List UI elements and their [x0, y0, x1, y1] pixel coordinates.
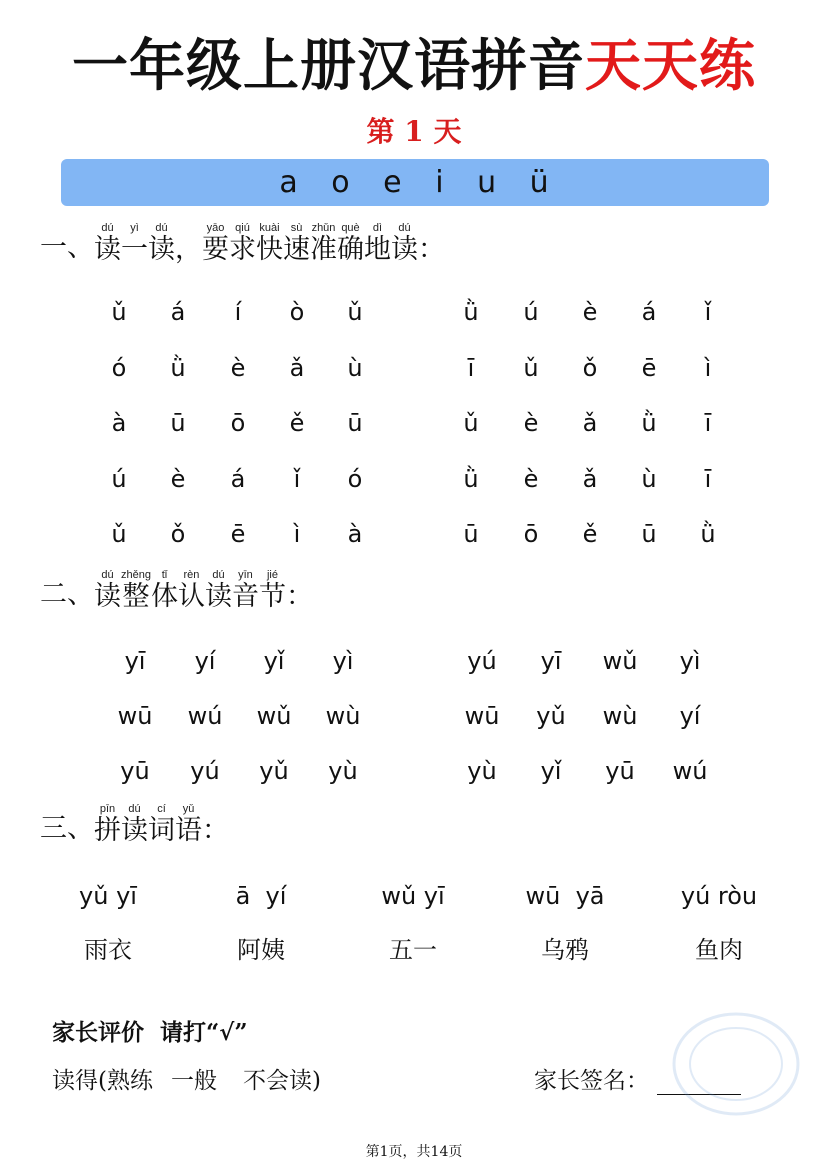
- tone-vowel: ú: [111, 465, 127, 493]
- heading-char: [150, 569, 178, 612]
- whole-syllable: yǔ: [259, 757, 289, 785]
- heading-char-base: 拼: [94, 815, 121, 846]
- whole-syllable: yī: [124, 647, 146, 675]
- heading-char: [391, 222, 418, 265]
- tone-vowel: ì: [293, 520, 301, 548]
- word-chinese: 阿姨: [237, 936, 285, 964]
- whole-syllable: wú: [187, 702, 223, 730]
- heading-char: [258, 569, 286, 612]
- word-chinese: 五一: [389, 936, 437, 964]
- heading-pinyin: dú: [94, 569, 121, 581]
- section-number: 一、: [40, 232, 94, 263]
- whole-syllable: wǔ: [256, 702, 292, 730]
- heading-char: [364, 222, 391, 265]
- whole-syllable: yì: [332, 647, 354, 675]
- whole-syllable: yí: [679, 702, 701, 730]
- heading-char-base: 读: [391, 234, 418, 265]
- tone-vowel: ě: [582, 520, 598, 548]
- heading-pinyin: dú: [391, 222, 418, 234]
- parent-evaluation-title: [52, 1014, 264, 1047]
- tone-vowel: è: [230, 354, 246, 382]
- tone-vowel: ú: [523, 298, 539, 326]
- heading-char: [256, 222, 283, 265]
- heading-char: [94, 569, 121, 612]
- tone-vowel: ǐ: [293, 465, 301, 493]
- tone-vowel: ǜ: [463, 298, 479, 326]
- word-pinyin: wǔ yī: [381, 882, 445, 910]
- heading-char: [148, 803, 175, 846]
- heading-pinyin: tǐ: [150, 569, 178, 581]
- tone-vowel: ī: [704, 465, 712, 493]
- page-title: [0, 30, 828, 102]
- section-3-heading: [40, 803, 229, 865]
- whole-syllable: yǐ: [540, 757, 562, 785]
- heading-char: [202, 815, 229, 846]
- heading-pinyin: yì: [121, 222, 148, 234]
- tone-vowel: ī: [467, 354, 475, 382]
- heading-char: [121, 803, 148, 846]
- heading-char-base: 体: [150, 581, 178, 612]
- tone-vowel: ō: [523, 520, 539, 548]
- heading-pinyin: zhǔn: [310, 222, 337, 234]
- day-label: 第 1 天: [366, 115, 462, 148]
- heading-char: [231, 569, 259, 612]
- heading-char-base: 一: [121, 234, 148, 265]
- heading-char-base: ：: [418, 234, 445, 265]
- tone-vowel: ì: [704, 354, 712, 382]
- heading-pinyin: sù: [283, 222, 310, 234]
- tone-vowel: ó: [347, 465, 363, 493]
- tone-vowel: ǔ: [463, 409, 479, 437]
- tone-vowel: è: [170, 465, 186, 493]
- tone-vowel: ū: [347, 409, 363, 437]
- heading-char: [94, 803, 121, 846]
- heading-char-base: 要: [202, 234, 229, 265]
- heading-char-base: 准: [310, 234, 337, 265]
- tone-vowel: ǔ: [111, 298, 127, 326]
- heading-pinyin: kuài: [256, 222, 283, 234]
- heading-char: [148, 222, 175, 265]
- heading-char-base: 读: [204, 581, 232, 612]
- heading-pinyin: rèn: [177, 569, 205, 581]
- tone-vowel: í: [234, 298, 242, 326]
- title-main: 一年级上册汉语拼音: [72, 33, 585, 99]
- heading-char: [121, 222, 148, 265]
- heading-char-base: 快: [256, 234, 283, 265]
- whole-syllable: yǐ: [263, 647, 285, 675]
- parent-title-a: 家长评价: [52, 1019, 144, 1046]
- heading-char-base: 词: [148, 815, 175, 846]
- heading-char-base: 音: [231, 581, 259, 612]
- banner-letter: i: [435, 165, 446, 200]
- heading-pinyin: jié: [258, 569, 286, 581]
- whole-syllable: yī: [540, 647, 562, 675]
- tone-vowel: ū: [463, 520, 479, 548]
- signature-label: 家长签名：: [534, 1068, 649, 1094]
- heading-char-base: 读: [94, 234, 121, 265]
- tone-vowel: ǔ: [347, 298, 363, 326]
- tone-vowel: ù: [347, 354, 363, 382]
- whole-syllable: yú: [467, 647, 497, 675]
- heading-char-base: 地: [364, 234, 391, 265]
- tone-vowel: ī: [704, 409, 712, 437]
- heading-char: [177, 569, 205, 612]
- tone-vowel: ǔ: [523, 354, 539, 382]
- title-accent: 天天练: [585, 33, 756, 99]
- heading-pinyin: yīn: [231, 569, 259, 581]
- word-chinese: 鱼肉: [695, 936, 743, 964]
- tone-vowel: ó: [111, 354, 127, 382]
- heading-char: [283, 222, 310, 265]
- tone-vowel: ǎ: [582, 409, 598, 437]
- heading-char-base: 认: [177, 581, 205, 612]
- tone-vowel: è: [523, 465, 539, 493]
- heading-char: [229, 222, 256, 265]
- tone-vowel: ù: [641, 465, 657, 493]
- heading-pinyin: dú: [121, 803, 148, 815]
- heading-char-base: ，: [175, 234, 202, 265]
- heading-char-base: ：: [202, 815, 229, 846]
- parent-title-b: 请打“√”: [160, 1019, 248, 1046]
- tone-vowel: ǎ: [582, 465, 598, 493]
- banner-letter: e: [383, 165, 404, 200]
- heading-pinyin: dú: [148, 222, 175, 234]
- tone-vowel: à: [111, 409, 127, 437]
- tone-vowel: ū: [170, 409, 186, 437]
- heading-char-base: 求: [229, 234, 256, 265]
- heading-char-base: 读: [121, 815, 148, 846]
- section-number: 三、: [40, 813, 94, 844]
- vowel-banner: [61, 159, 769, 206]
- heading-pinyin: dì: [364, 222, 391, 234]
- eval-option-average: 一般: [170, 1068, 217, 1094]
- word-pinyin: yǔ yī: [79, 882, 137, 910]
- section-1-heading: [40, 222, 445, 284]
- whole-syllable: yū: [120, 757, 150, 785]
- tone-vowel: ū: [641, 520, 657, 548]
- tone-vowel: è: [582, 298, 598, 326]
- word-pinyin: wū yā: [525, 882, 605, 910]
- whole-syllable: wù: [325, 702, 361, 730]
- whole-syllable: wù: [602, 702, 638, 730]
- tone-vowel: à: [347, 520, 363, 548]
- heading-char: [310, 222, 337, 265]
- heading-char-base: 整: [121, 581, 151, 612]
- heading-pinyin: pīn: [94, 803, 121, 815]
- whole-syllable: wū: [464, 702, 500, 730]
- tone-vowel: ǜ: [700, 520, 716, 548]
- word-chinese: 雨衣: [84, 936, 132, 964]
- banner-letter: a: [279, 165, 300, 200]
- heading-pinyin: yāo: [202, 222, 229, 234]
- eval-option-cannot: 不会读): [242, 1068, 321, 1094]
- heading-char: [337, 222, 364, 265]
- banner-letter: o: [331, 165, 352, 200]
- watermark-stamp-icon: [668, 1008, 804, 1120]
- heading-pinyin: dú: [204, 569, 232, 581]
- heading-char: [121, 569, 151, 612]
- heading-char-base: ：: [285, 581, 313, 612]
- section-2-heading: [40, 569, 313, 631]
- section-number: 二、: [40, 579, 94, 610]
- parent-evaluation-options: [52, 1062, 347, 1095]
- heading-pinyin: zhěng: [121, 569, 151, 581]
- tone-vowel: á: [641, 298, 657, 326]
- heading-char: [202, 222, 229, 265]
- heading-char: [175, 803, 202, 846]
- tone-vowel: ē: [641, 354, 657, 382]
- whole-syllable: yù: [467, 757, 497, 785]
- eval-option-fluent: 读得(熟练: [52, 1068, 153, 1094]
- tone-vowel: ē: [230, 520, 246, 548]
- banner-letter: u: [477, 165, 499, 200]
- tone-vowel: ǒ: [582, 354, 598, 382]
- word-pinyin: yú ròu: [680, 882, 758, 910]
- whole-syllable: wǔ: [602, 647, 638, 675]
- tone-vowel: ǐ: [704, 298, 712, 326]
- tone-vowel: á: [170, 298, 186, 326]
- heading-char: [94, 222, 121, 265]
- tone-vowel: ǔ: [111, 520, 127, 548]
- tone-vowel: ō: [230, 409, 246, 437]
- word-pinyin: ā yí: [235, 882, 287, 910]
- heading-char-base: 语: [175, 815, 202, 846]
- page-footer: 第1页，共14页: [365, 1144, 463, 1160]
- whole-syllable: yí: [194, 647, 216, 675]
- tone-vowel: á: [230, 465, 246, 493]
- heading-char: [175, 234, 202, 265]
- heading-pinyin: yǔ: [175, 803, 202, 815]
- tone-vowel: ǜ: [170, 354, 186, 382]
- word-chinese: 乌鸦: [541, 936, 589, 964]
- whole-syllable: yì: [679, 647, 701, 675]
- heading-char: [286, 581, 313, 612]
- heading-char: [418, 234, 445, 265]
- heading-pinyin: dú: [94, 222, 121, 234]
- tone-vowel: ǜ: [641, 409, 657, 437]
- tone-vowel: è: [523, 409, 539, 437]
- whole-syllable: yǔ: [536, 702, 566, 730]
- heading-char-base: 读: [148, 234, 175, 265]
- whole-syllable: yū: [605, 757, 635, 785]
- tone-vowel: ǒ: [170, 520, 186, 548]
- tone-vowel: ò: [289, 298, 305, 326]
- heading-char-base: 确: [337, 234, 364, 265]
- banner-letter: ü: [529, 165, 551, 200]
- heading-char-base: 读: [94, 581, 121, 612]
- tone-vowel: ě: [289, 409, 305, 437]
- heading-char-base: 节: [258, 581, 286, 612]
- tone-vowel: ǎ: [289, 354, 305, 382]
- whole-syllable: yú: [190, 757, 220, 785]
- tone-vowel: ǜ: [463, 465, 479, 493]
- heading-char-base: 速: [283, 234, 310, 265]
- heading-char: [204, 569, 232, 612]
- heading-pinyin: què: [337, 222, 364, 234]
- whole-syllable: wū: [117, 702, 153, 730]
- whole-syllable: yù: [328, 757, 358, 785]
- whole-syllable: wú: [672, 757, 708, 785]
- heading-pinyin: cí: [148, 803, 175, 815]
- heading-pinyin: qiú: [229, 222, 256, 234]
